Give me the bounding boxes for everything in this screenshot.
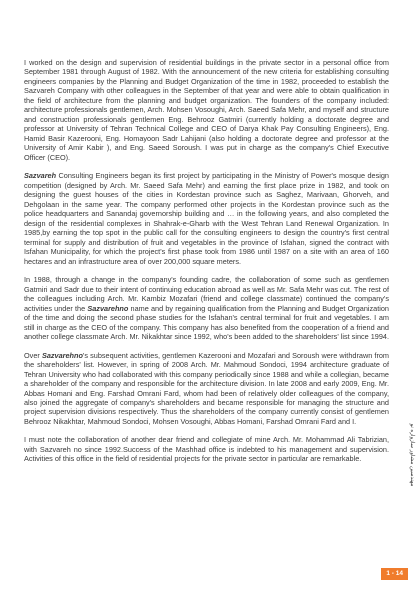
paragraph-text: I worked on the design and supervision of residential buildings in the private sector in a personal office from September 1981 through August of 1982. With the announcement of the new criteria for establishing consulting engineers companies by the Planning and Budget Organization of the time in 1982, proceeded to establish the Sazvareh Company with other colleagues in the September of that year and were able to obtain qualification in the field of architecture from the planning and budget organization. The founders of the company included: architecture professionals gentlemen, Arch. Mohsen Vosoughi, Arch. Saeed Safa Mehr, and myself and structure and construction professionals gentlemen Eng. Behrooz Gatmiri (currently holding a doctorate degree and professor at University of Tehran Technical College and CEO of Darya Khak Pay Consulting Engineers), Eng. Hamid Basir Kazerooni, Eng. Homayoon Sadr Lahijani (also holding a doctorate degree and professor at the University of Amir Kabir ), and Eng. Saeed Soroush. I was put in charge as the company's Chief Executive Officer (CEO). [24, 58, 389, 162]
paragraph-text: name and by regaining qualification from the Planning and Budget Organization of the time and doing the second phase studies for the Isfahan's central terminal for fruit and vegetables. I am still in charge as the CEO of the company. This company has also benefited from the cooperation of a friend and another college classmate Arch. Mr. Nikakhtar since 1992, who's been added to the shareholders' list since 1994. [24, 303, 390, 342]
paragraph-text: Consulting Engineers began its first project by participating in the Ministry of Power's mosque design competition (designed by Arch. Mr. Saeed Safa Mehr) and earning the first place prize in 1982, and took on designing the guest houses of the cities in Kordestan province such as Saghez, Marivaan, Ghorveh, and Dehgolaan in the same year. The company performed other projects in the Kordestan province such as the police headquarters and Sanandaj governorship building and … in the following years, and also completed the design of the residential complexes in Shahrak-e-Gharb with the West Tehran Land Renewal Organization. In 1985,by earning the top spot in the public call for the consulting engineers to design the country's first central terminal for supply and distribution of fruit and vegetables in the province of Isfahan, signed the contract with Isfahan Municipality, for which the project's first phase took from 1986 until 1987 on a site with an area of 160 hectares and an infrastructure area of over 200,000 square meters. [24, 171, 389, 266]
company-name: Sazvarehno [41, 350, 83, 360]
paragraph-text: Over [24, 350, 42, 360]
vertical-company-label [405, 360, 419, 550]
page-number-badge: 1 - 14 [381, 568, 408, 580]
side-label-text: مهندسین مشاور سازواره نو [409, 423, 415, 487]
paragraph-text: I must note the collaboration of another dear friend and collegiate of mine Arch. Mr. Mohammad Ali Tabrizian, with Sazvareh no since 1992.Success of the Mashhad office is indebted to his management and supervision. Activities of this office in the field of residential projects for the private sector in particular are remarkable. [24, 435, 389, 464]
company-name: Sazvareh [24, 171, 57, 181]
company-name: Sazvarehno [87, 303, 129, 313]
paragraph-text: In 1988, through a change in the company's founding cadre, the collaboration of some such as gentlemen Gatmiri and Sadr due to their intent of continuing education abroad as well as Mr. Safa Mehr was cut. The rest of the colleagues including Arch. Mr. Kambiz Mozafari (friend and college classmate) continued the company's activities under the [24, 275, 389, 313]
paragraph-1 [24, 58, 389, 162]
paragraph-2 [24, 171, 389, 266]
paragraph-3 [24, 275, 389, 341]
paragraph-4 [24, 351, 389, 427]
paragraph-text: 's subsequent activities, gentlemen Kazerooni and Mozafari and Soroush were withdrawn from the shareholders' list. However, in spring of 2008 Arch. Mr. Mahmoud Sondoci, 1994 architecture graduate of Tehran University who had collaborated with this company periodically since 1988 and while a collegian, became a shareholder of the company and responsible for the architecture division. In late 2008 and early 2009, Eng. Mr. Abbas Homani and Eng. Farshad Omrani Fard, whom had been of relatively older colleagues of the company, also joined the aggregate of company's shareholders and became responsible for managing the structure and project supervision divisions respectively. Thus the shareholders of the company currently consist of gentlemen Behrooz Nikakhtar, Mahmoud Sondoci, Mohsen Vosoughi, Abbas Homani, Farshad Omrani Fard and I. [24, 350, 390, 426]
paragraph-5 [24, 435, 389, 463]
document-body [24, 58, 389, 473]
